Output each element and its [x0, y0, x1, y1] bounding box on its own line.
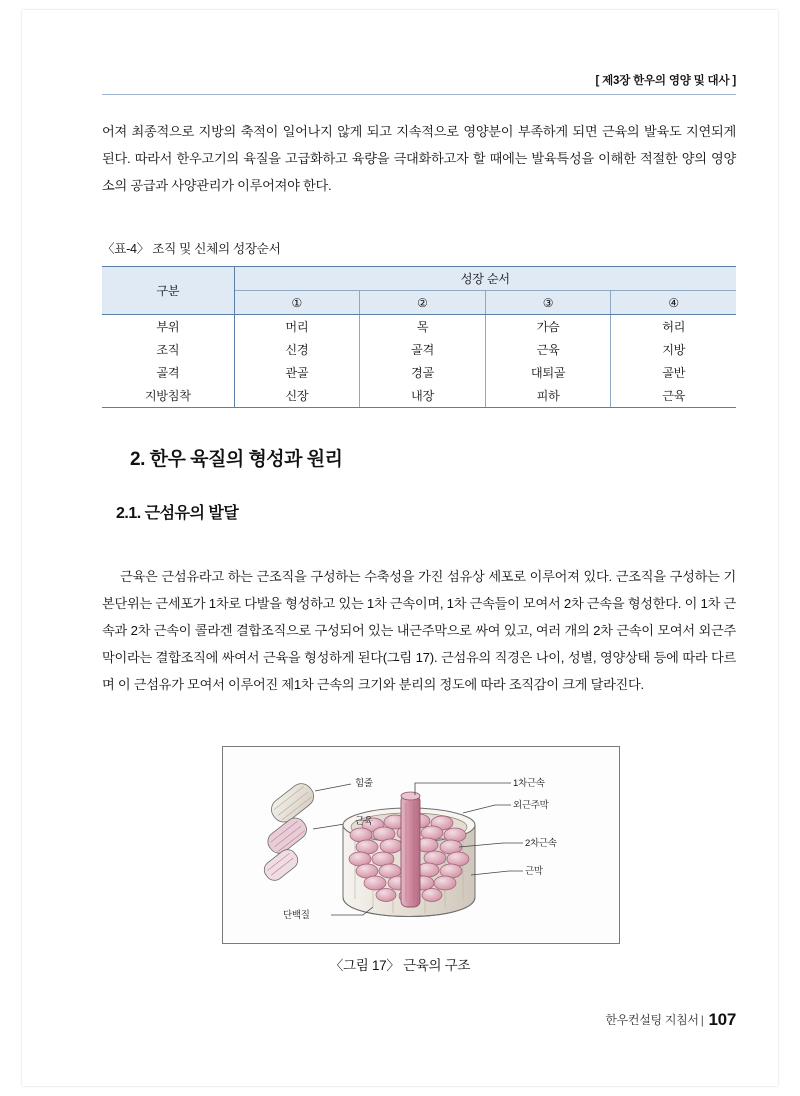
label-protein: 단백질: [283, 910, 310, 921]
label-muscle: 근육: [355, 816, 373, 827]
footer-separator: |: [700, 1013, 704, 1027]
running-head: [ 제3장 한우의 영양 및 대사 ]: [595, 75, 736, 87]
tendon-fiber-group: [261, 779, 351, 884]
header-order-3: ③: [485, 291, 611, 315]
table-header-row-1: [102, 267, 736, 291]
label-tendon: 힘줄: [355, 778, 373, 789]
table-row: [102, 361, 736, 384]
header-order-2: ②: [360, 291, 486, 315]
row-cell: 근육: [611, 384, 736, 408]
row-cell: 허리: [662, 320, 686, 334]
table-caption: 〈표-4〉 조직 및 신체의 성장순서: [102, 242, 281, 256]
figure-caption: 〈그림 17〉 근육의 구조: [329, 958, 471, 973]
row-cell: 가슴: [485, 315, 611, 339]
label-primary-bundle: 1차근속: [513, 778, 545, 789]
figure-muscle-structure: [222, 746, 620, 944]
row-cell: 머리: [234, 315, 360, 339]
paragraph-block-1: [102, 118, 736, 199]
label-membrane: 근막: [525, 866, 543, 877]
footer-book-title: 한우컨설팅 지침서: [605, 1013, 699, 1027]
subsection-heading: 2.1. 근섬유의 발달: [116, 505, 239, 522]
running-head-rule: [102, 94, 736, 95]
muscle-block-group: [343, 792, 475, 917]
paragraph-1: 어져 최종적으로 지방의 축적이 일어나지 않게 되고 지속적으로 영양분이 부족하게 되면 근육의 발육도 지연되게 된다. 따라서 한우고기의 육질을 고급화하고 육량을 극대화하고자 할 때에는 발육특성을 이해한 적절한 양의 영양소의 공급과 사양관리가 이루어져야 한다.: [102, 124, 736, 193]
row-cell: 대퇴골: [485, 361, 611, 384]
header-order-1: ①: [234, 291, 360, 315]
row-label: 골격: [102, 361, 234, 384]
header-division: 구분: [102, 267, 234, 315]
row-cell: 경골: [360, 361, 486, 384]
paragraph-2: 근육은 근섬유라고 하는 근조직을 구성하는 수축성을 가진 섬유상 세포로 이루어져 있다. 근조직을 구성하는 기본단위는 근세포가 1차로 다발을 형성하고 있는 1차 근속이며, 1차 근속들이 모여서 2차 근속을 형성한다. 이 1차 근속과 2차 근속이 콜라겐 결합조직으로 구성되어 있는 내근주막으로 싸여 있고, 여러 개의 2차 근속이 모여서 외근주막이라는 결합조직에 싸여서 근육을 형성하게 된다(그림 17). 근섬유의 직경은 나이, 성별, 영양상태 등에 따라 다르며 이 근섬유가 모여서 이루어진 제1차 근속의 크기와 분리의 정도에 따라 조직감이 크게 달라진다.: [102, 569, 736, 692]
header-order-4: ④: [611, 291, 736, 315]
table-row: [102, 338, 736, 361]
row-cell: 골반: [662, 366, 686, 380]
label-epimysium: 외근주막: [513, 800, 549, 811]
table-row: [102, 315, 736, 339]
row-cell: 피하: [485, 384, 611, 408]
row-label: 조직: [102, 338, 234, 361]
label-secondary-bundle: 2차근속: [525, 838, 557, 849]
row-cell: 신경: [234, 338, 360, 361]
row-cell: 지방: [662, 343, 686, 357]
row-label: 지방침착: [102, 384, 234, 408]
header-growth-order: 성장 순서: [234, 267, 736, 291]
row-cell: 내장: [360, 384, 486, 408]
row-cell: 목: [360, 315, 486, 339]
table-row: [102, 384, 736, 408]
growth-table-wrap: [102, 266, 736, 408]
row-cell: 관골: [234, 361, 360, 384]
primary-bundle-column: [401, 792, 420, 907]
row-cell: 신장: [234, 384, 360, 408]
growth-order-table: [102, 266, 736, 408]
page-footer: [605, 1010, 736, 1030]
paragraph-block-2: [102, 563, 736, 698]
row-label: 부위: [102, 315, 234, 339]
page-number: 107: [708, 1010, 736, 1029]
section-heading: 2. 한우 육질의 형성과 원리: [130, 449, 343, 470]
row-cell: 골격: [360, 338, 486, 361]
row-cell: 근육: [485, 338, 611, 361]
page-sheet: [22, 10, 778, 1086]
